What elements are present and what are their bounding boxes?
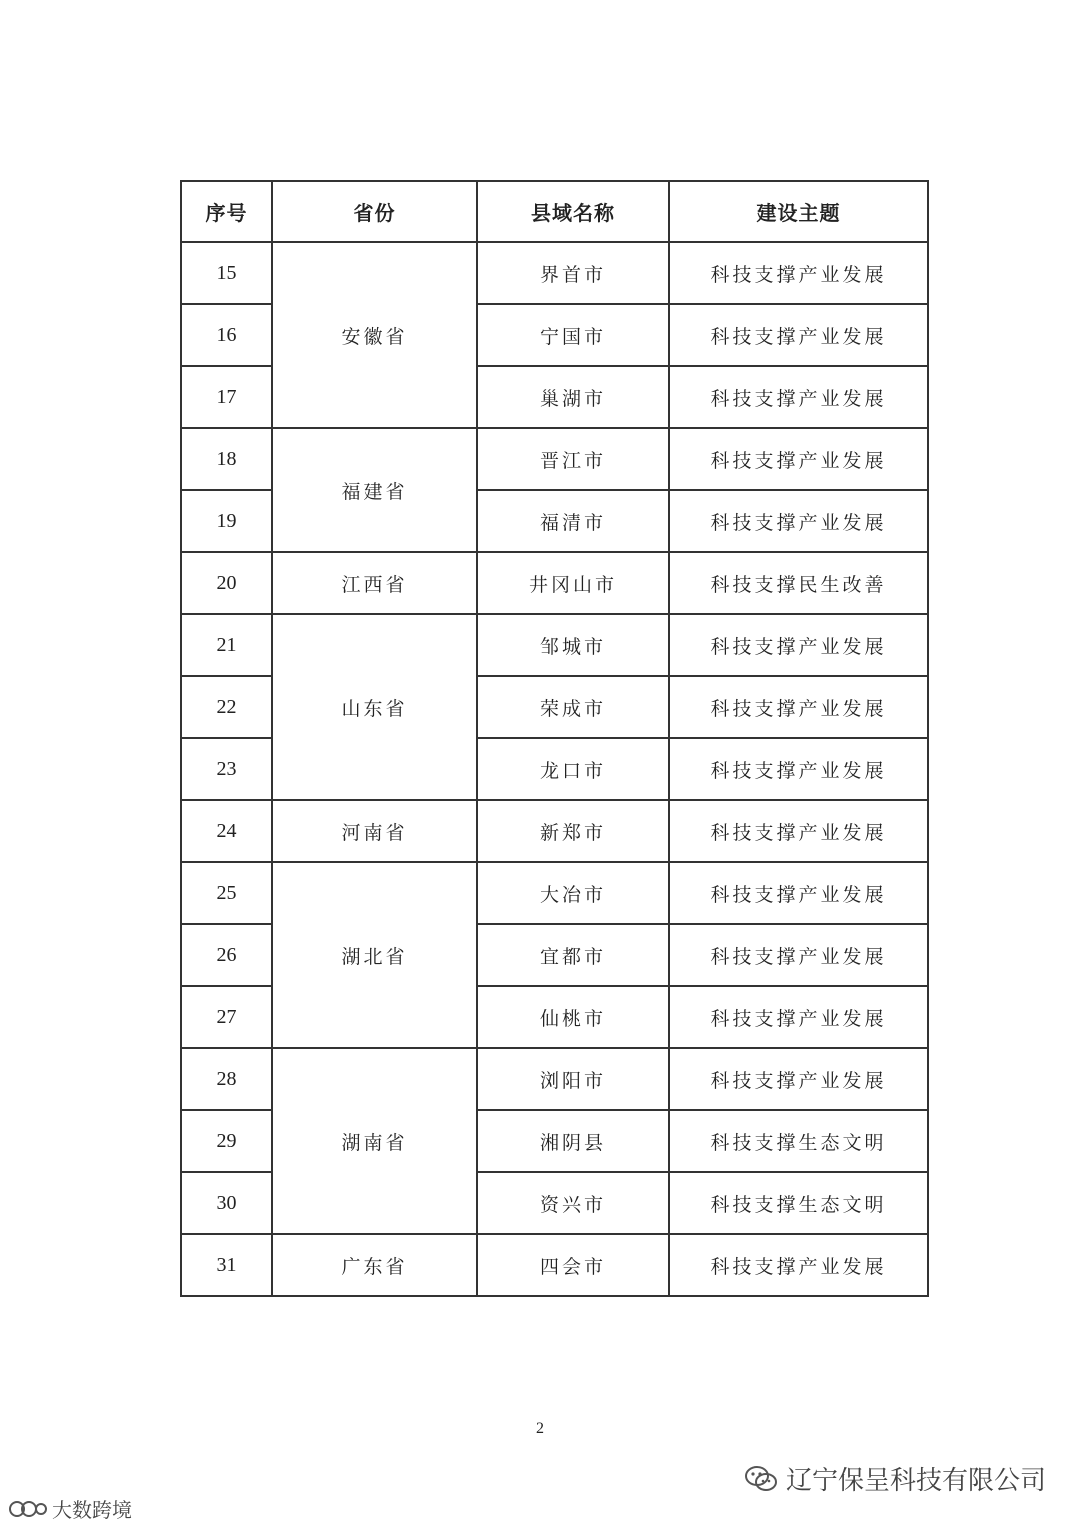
cell-county: 仙桃市 [477, 986, 669, 1048]
table-row [181, 614, 928, 676]
cell-serial: 31 [181, 1234, 272, 1296]
cell-theme: 科技支撑产业发展 [669, 738, 928, 800]
cell-province: 广东省 [272, 1234, 477, 1296]
cell-serial: 18 [181, 428, 272, 490]
cell-county: 巢湖市 [477, 366, 669, 428]
cell-county: 大冶市 [477, 862, 669, 924]
cell-theme: 科技支撑产业发展 [669, 366, 928, 428]
cell-province: 福建省 [272, 428, 477, 552]
cell-county: 井冈山市 [477, 552, 669, 614]
table-row [181, 242, 928, 304]
cell-province: 江西省 [272, 552, 477, 614]
cell-theme: 科技支撑产业发展 [669, 614, 928, 676]
table-row [181, 1234, 928, 1296]
cell-serial: 29 [181, 1110, 272, 1172]
watermark-right [744, 1460, 1046, 1497]
cell-serial: 21 [181, 614, 272, 676]
header-theme: 建设主题 [669, 181, 928, 242]
cell-serial: 23 [181, 738, 272, 800]
cell-county: 宁国市 [477, 304, 669, 366]
cell-serial: 30 [181, 1172, 272, 1234]
cell-county: 湘阴县 [477, 1110, 669, 1172]
cell-serial: 20 [181, 552, 272, 614]
cell-county: 浏阳市 [477, 1048, 669, 1110]
cell-serial: 25 [181, 862, 272, 924]
county-table [180, 180, 929, 1297]
document-table-container [180, 180, 927, 1297]
watermark-left [8, 1494, 132, 1523]
cell-serial: 26 [181, 924, 272, 986]
cell-county: 四会市 [477, 1234, 669, 1296]
cell-theme: 科技支撑产业发展 [669, 862, 928, 924]
cell-county: 福清市 [477, 490, 669, 552]
cell-serial: 15 [181, 242, 272, 304]
page-number: 2 [536, 1420, 544, 1437]
cell-county: 邹城市 [477, 614, 669, 676]
wechat-icon [744, 1465, 778, 1493]
cell-theme: 科技支撑产业发展 [669, 1048, 928, 1110]
cell-province: 安徽省 [272, 242, 477, 428]
cell-theme: 科技支撑产业发展 [669, 800, 928, 862]
table-row [181, 1048, 928, 1110]
cell-county: 荣成市 [477, 676, 669, 738]
table-header-row [181, 181, 928, 242]
cell-theme: 科技支撑产业发展 [669, 676, 928, 738]
cell-theme: 科技支撑生态文明 [669, 1172, 928, 1234]
cell-province: 山东省 [272, 614, 477, 800]
header-county: 县域名称 [477, 181, 669, 242]
table-body [181, 242, 928, 1296]
cell-serial: 22 [181, 676, 272, 738]
cell-county: 界首市 [477, 242, 669, 304]
table-row [181, 862, 928, 924]
cell-serial: 28 [181, 1048, 272, 1110]
cell-province: 湖南省 [272, 1048, 477, 1234]
cell-serial: 16 [181, 304, 272, 366]
cell-theme: 科技支撑产业发展 [669, 986, 928, 1048]
cell-theme: 科技支撑生态文明 [669, 1110, 928, 1172]
cell-theme: 科技支撑产业发展 [669, 490, 928, 552]
watermark-left-text: 大数跨境 [52, 1498, 132, 1522]
cell-serial: 24 [181, 800, 272, 862]
header-serial: 序号 [181, 181, 272, 242]
cell-theme: 科技支撑产业发展 [669, 304, 928, 366]
cell-county: 宜都市 [477, 924, 669, 986]
cell-county: 晋江市 [477, 428, 669, 490]
table-row [181, 800, 928, 862]
cell-county: 新郑市 [477, 800, 669, 862]
brand-logo-icon [8, 1497, 48, 1521]
cell-province: 河南省 [272, 800, 477, 862]
cell-theme: 科技支撑民生改善 [669, 552, 928, 614]
cell-theme: 科技支撑产业发展 [669, 428, 928, 490]
cell-serial: 19 [181, 490, 272, 552]
cell-province: 湖北省 [272, 862, 477, 1048]
table-row [181, 552, 928, 614]
cell-serial: 17 [181, 366, 272, 428]
header-province: 省份 [272, 181, 477, 242]
cell-serial: 27 [181, 986, 272, 1048]
watermark-right-text: 辽宁保呈科技有限公司 [785, 1466, 1046, 1496]
cell-county: 龙口市 [477, 738, 669, 800]
table-row [181, 428, 928, 490]
cell-theme: 科技支撑产业发展 [669, 242, 928, 304]
cell-county: 资兴市 [477, 1172, 669, 1234]
cell-theme: 科技支撑产业发展 [669, 1234, 928, 1296]
cell-theme: 科技支撑产业发展 [669, 924, 928, 986]
